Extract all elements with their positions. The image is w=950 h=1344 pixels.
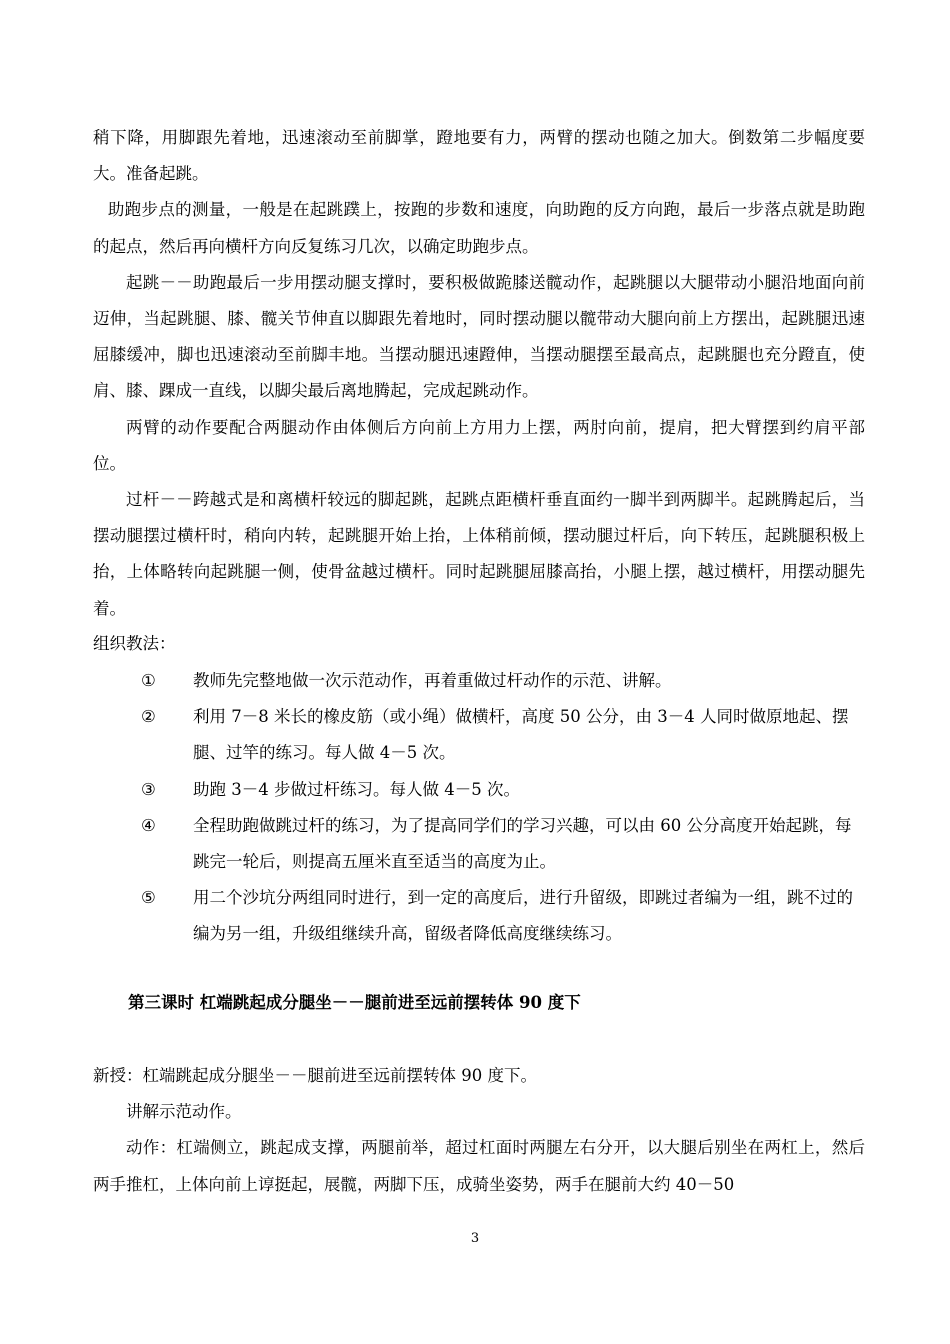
- list-number: ②: [141, 707, 156, 727]
- list-item: [93, 699, 865, 771]
- paragraph: 动作：杠端侧立，跳起成支撑，两腿前举，超过杠面时两腿左右分开，以大腿后别坐在两杠上，然后两手推杠，上体向前上谆挺起，展髋，两脚下压，成骑坐姿势，两手在腿前大约 40－50: [93, 1138, 865, 1194]
- paragraph: 新授：杠端跳起成分腿坐－－腿前进至远前摆转体 90 度下。: [93, 1066, 537, 1085]
- list-number: ③: [141, 779, 156, 799]
- list-number: ④: [141, 815, 156, 835]
- paragraph: 助跑步点的测量，一般是在起跳蹼上，按跑的步数和速度，向助跑的反方向跑，最后一步落点就是助跑的起点，然后再向横杆方向反复练习几次，以确定助跑步点。: [93, 200, 865, 256]
- page-number: 3: [470, 1231, 480, 1246]
- list-text: 用二个沙坑分两组同时进行，到一定的高度后，进行升留级，即跳过者编为一组，跳不过的编为另一组，升级组继续升高，留级者降低高度继续练习。: [193, 888, 853, 944]
- paragraph: 讲解示范动作。: [126, 1102, 242, 1122]
- list-text: 助跑 3－4 步做过杆练习。每人做 4－5 次。: [193, 779, 520, 799]
- list-item: [93, 880, 865, 952]
- body-text-bottom: [93, 1058, 865, 1203]
- list-text: 全程助跑做跳过杆的练习，为了提高同学们的学习兴趣，可以由 60 公分高度开始起跳，每跳完一轮后，则提高五厘米直至适当的高度为止。: [193, 815, 852, 872]
- paragraph: 两臂的动作要配合两腿动作由体侧后方向前上方用力上摆，两肘向前，提肩，把大臂摆到约肩平部位。: [93, 417, 865, 473]
- section-label: 组织教法：: [93, 633, 176, 653]
- list-number: ①: [141, 671, 156, 690]
- body-text-top: [93, 120, 865, 661]
- list-number: ⑤: [141, 888, 156, 908]
- paragraph: 起跳－－助跑最后一步用摆动腿支撑时，要积极做跪膝送髋动作，起跳腿以大腿带动小腿沿地面向前迈伸，当起跳腿、膝、髋关节伸直以脚跟先着地时，同时摆动腿以髋带动大腿向前上方摆出，起跳腿迅速屈膝缓冲，脚也迅速滚动至前脚丰地。当摆动腿迅速蹬伸，当摆动腿摆至最高点，起跳腿也充分蹬直，使肩、膝、踝成一直线，以脚尖最后离地腾起，完成起跳动作。: [93, 272, 865, 401]
- numbered-list: [93, 663, 865, 953]
- section-heading: 第三课时 杠端跳起成分腿坐－－腿前进至远前摆转体 90 度下: [128, 993, 581, 1012]
- list-item: [93, 808, 865, 880]
- list-item: [93, 663, 865, 699]
- list-text: 教师先完整地做一次示范动作，再着重做过杆动作的示范、讲解。: [193, 671, 672, 690]
- list-item: [93, 772, 865, 808]
- list-text: 利用 7－8 米长的橡皮筋（或小绳）做横杆，高度 50 公分，由 3－4 人同时做原地起、摆腿、过竿的练习。每人做 4－5 次。: [193, 707, 849, 763]
- paragraph: 过杆－－跨越式是和离横杆较远的脚起跳，起跳点距横杆垂直面约一脚半到两脚半。起跳腾起后，当摆动腿摆过横杆时，稍向内转，起跳腿开始上抬，上体稍前倾，摆动腿过杆后，向下转压，起跳腿积极上抬，上体略转向起跳腿一侧，使骨盆越过横杆。同时起跳腿屈膝高抬，小腿上摆，越过横杆，用摆动腿先着。: [93, 490, 865, 618]
- paragraph: 稍下降，用脚跟先着地，迅速滚动至前脚掌，蹬地要有力，两臂的摆动也随之加大。倒数第二步幅度要大。准备起跳。: [93, 128, 865, 184]
